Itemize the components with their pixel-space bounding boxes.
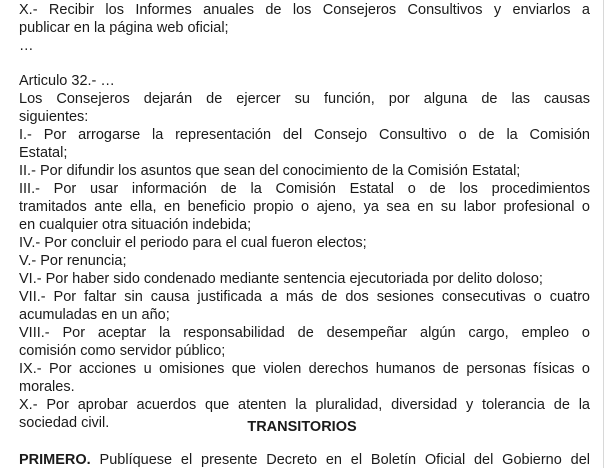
- article-intro-line-1: Los Consejeros dejarán de ejercer su función, por alguna de las causas: [19, 91, 590, 107]
- fraction-vii-line-2: acumuladas en un año;: [19, 307, 170, 323]
- fraction-iii-line-3: en cualquier otra situación indebida;: [19, 217, 252, 233]
- fraction-x-line-2: publicar en la página web oficial;: [19, 20, 229, 36]
- article-32-block: [19, 72, 590, 432]
- fraction-iii-line-1: III.- Por usar información de la Comisión Estatal o de los procedimientos: [19, 181, 590, 197]
- fraction-vii-line-1: VII.- Por faltar sin causa justificada a más de dos sesiones consecutivas o cuatro: [19, 289, 590, 305]
- fraction-x-line-1: X.- Recibir los Informes anuales de los Consejeros Consultivos y enviarlos a: [19, 2, 590, 18]
- fraction-viii-line-1: VIII.- Por aceptar la responsabilidad de desempeñar algún cargo, empleo o: [19, 325, 590, 341]
- primero-label: PRIMERO.: [19, 452, 91, 468]
- fraction-ix-line-1: IX.- Por acciones u omisiones que violen derechos humanos de personas físicas o: [19, 361, 590, 377]
- fraction-x-block: [19, 1, 590, 55]
- fraction-v: V.- Por renuncia;: [19, 253, 127, 269]
- fraction-ix-line-2: morales.: [19, 379, 75, 395]
- fraction-iii-line-2: tramitados ante ella, en beneficio propio o ajeno, ya sea en su labor profesional o: [19, 199, 590, 215]
- fraction-x-article-line-1: X.- Por aprobar acuerdos que atenten la pluralidad, diversidad y tolerancia de la: [19, 397, 590, 413]
- fraction-iv: IV.- Por concluir el periodo para el cual fueron electos;: [19, 235, 367, 251]
- fraction-i-line-2: Estatal;: [19, 145, 68, 161]
- transitorios-heading: TRANSITORIOS: [247, 419, 357, 435]
- primero-text: Publíquese el presente Decreto en el Boletín Oficial del Gobierno del: [90, 452, 590, 468]
- fraction-i-line-1: I.- Por arrogarse la representación del Consejo Consultivo o de la Comisión: [19, 127, 590, 143]
- fraction-vi: VI.- Por haber sido condenado mediante sentencia ejecutoriada por delito doloso;: [19, 271, 543, 287]
- primero-paragraph: [19, 451, 590, 469]
- article-32-heading: Articulo 32.- …: [19, 73, 115, 89]
- fraction-x-article-line-2: sociedad civil.: [19, 415, 110, 431]
- fraction-viii-line-2: comisión como servidor público;: [19, 343, 226, 359]
- fraction-ii: II.- Por difundir los asuntos que sean del conocimiento de la Comisión Estatal;: [19, 163, 521, 179]
- ellipsis: …: [19, 38, 34, 54]
- primero-line: [19, 451, 590, 469]
- article-intro-line-2: siguientes:: [19, 109, 89, 125]
